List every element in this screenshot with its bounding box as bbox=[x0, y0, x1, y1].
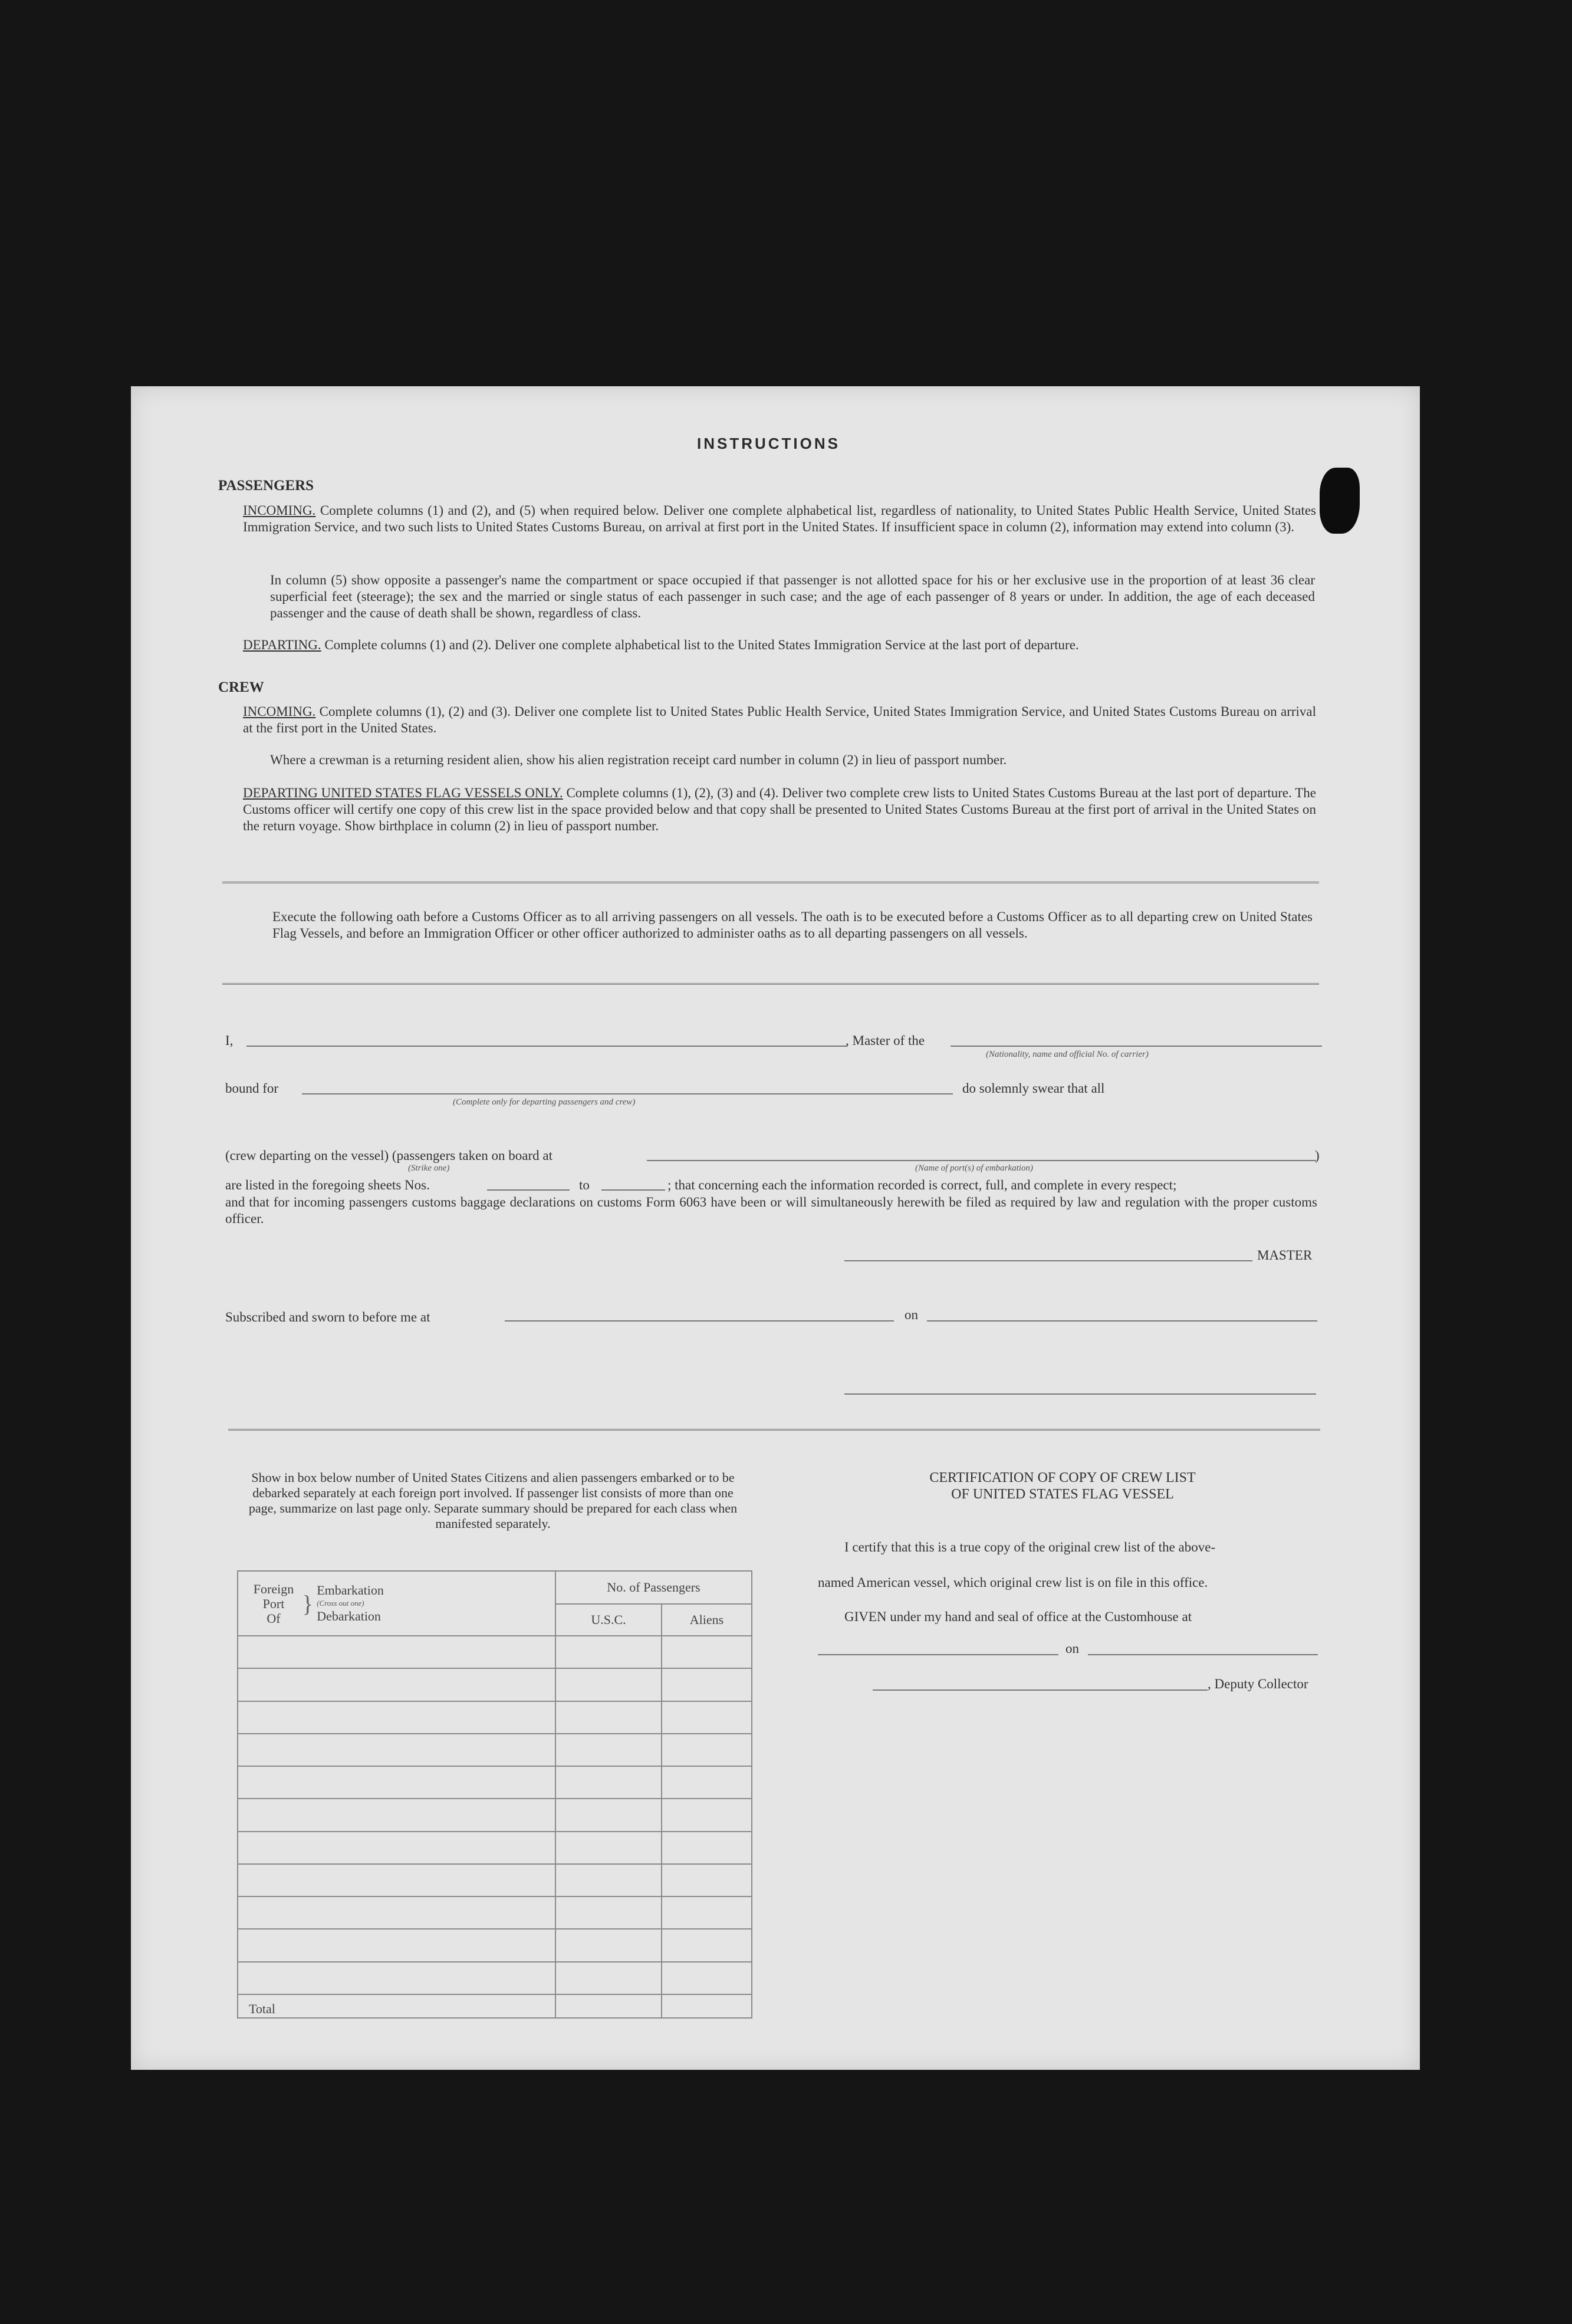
crew-departing-label: (crew departing on the vessel) (passengers taken on board at bbox=[225, 1148, 552, 1163]
certification-title-2: OF UNITED STATES FLAG VESSEL bbox=[951, 1487, 1174, 1502]
subscribed-on-label: on bbox=[905, 1307, 918, 1322]
form-page bbox=[131, 386, 1420, 2070]
officer-signature-line[interactable] bbox=[844, 1393, 1316, 1395]
table-row bbox=[238, 1766, 752, 1799]
subscribed-place-line[interactable] bbox=[505, 1320, 894, 1322]
total-label: Total bbox=[238, 1994, 555, 2018]
port-cell[interactable] bbox=[238, 1799, 555, 1831]
usc-cell[interactable] bbox=[555, 1896, 662, 1929]
sheets-statement: ; that concerning each the information recorded is correct, full, and complete in every respect; bbox=[667, 1178, 1177, 1192]
crew-departing-text: Complete columns (1), (2), (3) and (4). Deliver two complete crew lists to United States Customs Bureau at the last port of departure. The Customs officer will certify one copy of this crew list in the space provided below and that copy shall be presented to United States Customs Bureau at the first port of arrival in the United States on the return voyage. Show birthplace in column (2) in lieu of passport number. bbox=[243, 785, 1317, 833]
aliens-cell[interactable] bbox=[662, 1636, 752, 1668]
table-row bbox=[238, 1636, 752, 1668]
master-signature-line[interactable] bbox=[844, 1260, 1252, 1261]
no-of-passengers-header: No. of Passengers bbox=[555, 1571, 752, 1604]
usc-cell[interactable] bbox=[555, 1734, 662, 1766]
carrier-caption: (Nationality, name and official No. of carrier) bbox=[986, 1050, 1149, 1059]
crew-incoming-label: INCOMING. bbox=[243, 704, 316, 719]
do-swear-label: do solemnly swear that all bbox=[962, 1081, 1105, 1096]
strike-one-caption: (Strike one) bbox=[408, 1163, 450, 1173]
sheets-to-label: to bbox=[579, 1178, 590, 1192]
passengers-departing-text: Complete columns (1) and (2). Deliver one complete alphabetical list to the United States Immigration Service at the last port of departure. bbox=[324, 637, 1079, 652]
table-row bbox=[238, 1896, 752, 1929]
aliens-cell[interactable] bbox=[662, 1799, 752, 1831]
port-header-cell bbox=[238, 1571, 555, 1636]
port-cell[interactable] bbox=[238, 1734, 555, 1766]
usc-header: U.S.C. bbox=[555, 1604, 662, 1636]
cert-on-label: on bbox=[1065, 1641, 1079, 1656]
usc-cell[interactable] bbox=[555, 1929, 662, 1961]
port-cell[interactable] bbox=[238, 1929, 555, 1961]
table-row bbox=[238, 1668, 752, 1701]
cross-out-caption: (Cross out one) bbox=[317, 1599, 364, 1608]
certification-title-1: CERTIFICATION OF COPY OF CREW LIST bbox=[929, 1470, 1196, 1485]
aliens-header: Aliens bbox=[662, 1604, 752, 1636]
brace-glyph: } bbox=[302, 1590, 314, 1617]
crew-heading: CREW bbox=[218, 679, 264, 695]
passengers-incoming-text: Complete columns (1) and (2), and (5) when required below. Deliver one complete alphabetical list, regardless of nationality, to United States Public Health Service, United States Immigration Service, and two such lists to United States Customs Bureau, on arrival at first port in the United States. If insufficient space in column (2), information may extend into column (3). bbox=[243, 503, 1317, 534]
usc-cell[interactable] bbox=[555, 1766, 662, 1799]
of-label: Of bbox=[267, 1610, 281, 1626]
aliens-cell[interactable] bbox=[662, 1929, 752, 1961]
crew-incoming-paragraph bbox=[243, 704, 1316, 737]
carrier-line[interactable] bbox=[951, 1046, 1322, 1047]
aliens-cell[interactable] bbox=[662, 1701, 752, 1734]
aliens-cell[interactable] bbox=[662, 1864, 752, 1896]
oath-intro-paragraph: Execute the following oath before a Customs Officer as to all arriving passengers on all vessels. The oath is to be executed before a Customs Officer as to all departing crew on United States Flag Vessels, and before an Immigration Officer or other officer authorized to administer oaths as to all departing passengers on all vessels. bbox=[272, 909, 1313, 941]
aliens-cell[interactable] bbox=[662, 1668, 752, 1701]
port-cell[interactable] bbox=[238, 1636, 555, 1668]
master-name-line[interactable] bbox=[246, 1046, 847, 1047]
crew-incoming-text: Complete columns (1), (2) and (3). Deliver one complete list to United States Public Health Service, United States Immigration Service, and United States Customs Bureau on arrival at the first port in the United States. bbox=[243, 704, 1317, 735]
embarkation-label: Embarkation bbox=[317, 1583, 384, 1597]
port-cell[interactable] bbox=[238, 1896, 555, 1929]
port-cell[interactable] bbox=[238, 1668, 555, 1701]
aliens-cell[interactable] bbox=[662, 1734, 752, 1766]
subscribed-date-line[interactable] bbox=[927, 1320, 1317, 1322]
deputy-collector-label: , Deputy Collector bbox=[1208, 1677, 1308, 1691]
table-row bbox=[238, 1929, 752, 1961]
certify-line-1: I certify that this is a true copy of the original crew list of the above- bbox=[844, 1540, 1216, 1554]
ink-blot bbox=[1320, 468, 1360, 534]
section-divider bbox=[222, 983, 1319, 985]
port-cell[interactable] bbox=[238, 1962, 555, 1994]
certify-line-2: named American vessel, which original crew list is on file in this office. bbox=[818, 1575, 1208, 1590]
passengers-incoming-label: INCOMING. bbox=[243, 503, 316, 518]
table-row bbox=[238, 1864, 752, 1896]
usc-cell[interactable] bbox=[555, 1962, 662, 1994]
given-line: GIVEN under my hand and seal of office at the Customhouse at bbox=[844, 1609, 1192, 1624]
port-of-embarkation-line[interactable] bbox=[647, 1160, 1316, 1161]
master-of-the-label: , Master of the bbox=[846, 1033, 925, 1048]
passengers-heading: PASSENGERS bbox=[218, 478, 314, 494]
table-row bbox=[238, 1832, 752, 1864]
table-row bbox=[238, 1799, 752, 1831]
aliens-cell[interactable] bbox=[662, 1962, 752, 1994]
baggage-statement: and that for incoming passengers customs baggage declarations on customs Form 6063 have been or will simultaneously herewith be filed as required by law and regulation with the proper customs officer. bbox=[225, 1195, 1317, 1226]
port-caption: (Name of port(s) of embarkation) bbox=[915, 1163, 1033, 1173]
sheets-label: are listed in the foregoing sheets Nos. bbox=[225, 1178, 430, 1192]
aliens-cell[interactable] bbox=[662, 1766, 752, 1799]
section-divider bbox=[222, 882, 1319, 883]
usc-cell[interactable] bbox=[555, 1864, 662, 1896]
table-row bbox=[238, 1734, 752, 1766]
total-usc-cell[interactable] bbox=[555, 1994, 662, 2018]
foreign-label: Foreign bbox=[253, 1581, 294, 1596]
aliens-cell[interactable] bbox=[662, 1896, 752, 1929]
close-paren: ) bbox=[1315, 1148, 1320, 1163]
customhouse-line[interactable] bbox=[818, 1654, 1058, 1655]
section-divider bbox=[228, 1429, 1320, 1431]
bound-for-line[interactable] bbox=[302, 1093, 953, 1094]
usc-cell[interactable] bbox=[555, 1636, 662, 1668]
port-cell[interactable] bbox=[238, 1832, 555, 1864]
cert-date-line[interactable] bbox=[1088, 1654, 1318, 1655]
port-cell[interactable] bbox=[238, 1701, 555, 1734]
crew-departing-paragraph bbox=[243, 785, 1316, 834]
instructions-title: INSTRUCTIONS bbox=[697, 435, 840, 452]
summary-instruction: Show in box below number of United States Citizens and alien passengers embarked or to be debarked separately at each foreign port involved. If passenger list consists of more than one page, summarize on last page only. Separate summary should be prepared for each class when manifested separately. bbox=[248, 1470, 738, 1531]
sheet-from-line[interactable] bbox=[487, 1189, 570, 1191]
passengers-departing-paragraph bbox=[243, 637, 1316, 653]
port-cell[interactable] bbox=[238, 1864, 555, 1896]
usc-cell[interactable] bbox=[555, 1701, 662, 1734]
passengers-incoming-paragraph bbox=[243, 502, 1316, 535]
debarkation-label: Debarkation bbox=[317, 1609, 381, 1623]
usc-cell[interactable] bbox=[555, 1832, 662, 1864]
aliens-cell[interactable] bbox=[662, 1832, 752, 1864]
table-row bbox=[238, 1701, 752, 1734]
deputy-signature-line[interactable] bbox=[873, 1689, 1208, 1691]
crew-alien-paragraph: Where a crewman is a returning resident alien, show his alien registration receipt card number in column (2) in lieu of passport number. bbox=[270, 752, 1007, 767]
bound-for-label: bound for bbox=[225, 1081, 279, 1096]
port-label: Port bbox=[262, 1596, 285, 1611]
usc-cell[interactable] bbox=[555, 1668, 662, 1701]
oath-i-label: I, bbox=[225, 1033, 234, 1048]
passenger-summary-table bbox=[237, 1570, 752, 2019]
table-row bbox=[238, 1962, 752, 1994]
passengers-departing-label: DEPARTING. bbox=[243, 637, 321, 652]
port-cell[interactable] bbox=[238, 1766, 555, 1799]
usc-cell[interactable] bbox=[555, 1799, 662, 1831]
bound-caption: (Complete only for departing passengers and crew) bbox=[453, 1097, 636, 1107]
subscribed-label: Subscribed and sworn to before me at bbox=[225, 1310, 430, 1324]
passengers-column5-paragraph: In column (5) show opposite a passenger's name the compartment or space occupied if that passenger is not allotted space for his or her exclusive use in the proportion of at least 36 clear superficial feet (steerage); the sex and the married or single status of each passenger in such case; and the age of each passenger of 8 years or under. In addition, the age of each deceased passenger and the cause of death shall be shown, regardless of class. bbox=[270, 573, 1315, 620]
crew-departing-label: DEPARTING UNITED STATES FLAG VESSELS ONLY. bbox=[243, 785, 563, 800]
sheet-to-line[interactable] bbox=[601, 1189, 665, 1191]
master-label: MASTER bbox=[1257, 1248, 1313, 1263]
total-aliens-cell[interactable] bbox=[662, 1994, 752, 2018]
